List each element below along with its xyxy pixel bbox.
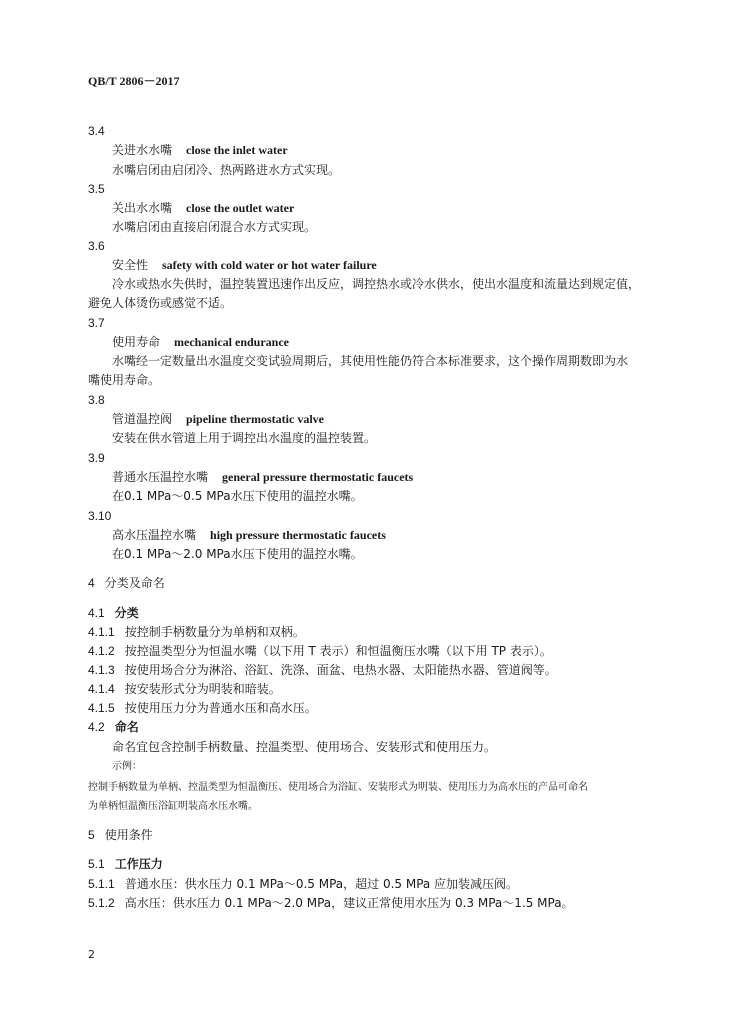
- section-heading: [88, 575, 165, 591]
- item-text: 普通水压：供水压力 0.1 MPa～0.5 MPa，超过 0.5 MPa 应加装减压阀。: [124, 877, 519, 891]
- term-definition: 在0.1 MPa～0.5 MPa水压下使用的温控水嘴。: [112, 489, 363, 503]
- list-item: [88, 643, 552, 659]
- item-number: 5.1.1: [88, 877, 115, 891]
- list-item: [88, 624, 305, 640]
- term-cn: 高水压温控水嘴: [112, 528, 197, 542]
- term-en: safety with cold water or hot water failure: [162, 258, 377, 272]
- subsection-title: 命名: [114, 720, 139, 734]
- term-definition-cont: 嘴使用寿命。: [88, 373, 161, 387]
- page-number: 2: [88, 948, 95, 961]
- item-number: 4.1.1: [88, 625, 115, 639]
- subsection-number: 4.1: [88, 606, 105, 620]
- term-cn: 关进水水嘴: [112, 143, 173, 157]
- section-number: 4: [88, 576, 95, 590]
- term-cn: 使用寿命: [112, 335, 161, 349]
- subsection-heading: [88, 856, 163, 872]
- term-en: close the outlet water: [186, 201, 295, 215]
- subsection-number: 5.1: [88, 857, 105, 871]
- subsection-number: 4.2: [88, 720, 105, 734]
- example-text-cont: 为单柄恒温衡压浴缸明装高水压水嘴。: [88, 801, 258, 812]
- term-en: close the inlet water: [186, 143, 288, 157]
- term-en: high pressure thermostatic faucets: [210, 528, 386, 542]
- list-item: [88, 662, 557, 678]
- clause-number: 3.6: [88, 239, 105, 253]
- subsection-title: 分类: [114, 606, 139, 620]
- term-en: pipeline thermostatic valve: [186, 412, 324, 426]
- section-number: 5: [88, 828, 95, 842]
- term-definition: 冷水或热水失供时，温控装置迅速作出反应，调控热水或冷水供水，使出水温度和流量达到规定值，: [112, 277, 641, 291]
- term-definition: 水嘴启闭由启闭冷、热两路进水方式实现。: [112, 163, 341, 177]
- term-heading: [112, 527, 386, 543]
- section-heading: [88, 827, 153, 843]
- term-heading: [112, 334, 289, 350]
- item-text: 高水压：供水压力 0.1 MPa～2.0 MPa，建议正常使用水压为 0.3 MPa～1.5 MPa。: [124, 896, 574, 910]
- item-text: 按使用场合分为淋浴、浴缸、洗涤、面盆、电热水器、太阳能热水器、管道阀等。: [124, 663, 557, 677]
- term-cn: 普通水压温控水嘴: [112, 470, 209, 484]
- subsection-heading: [88, 605, 139, 621]
- term-heading: [112, 200, 294, 216]
- example-text: 控制手柄数量为单柄、控温类型为恒温衡压、使用场合为浴缸、安装形式为明装、使用压力为高水压的产品可命名: [88, 782, 588, 793]
- item-text: 按控制手柄数量分为单柄和双柄。: [124, 625, 305, 639]
- item-text: 按使用压力分为普通水压和高水压。: [124, 701, 317, 715]
- clause-number: 3.7: [88, 316, 105, 330]
- list-item: [88, 895, 574, 911]
- term-heading: [112, 469, 413, 485]
- clause-number: 3.8: [88, 393, 105, 407]
- item-number: 5.1.2: [88, 896, 115, 910]
- section-title: 分类及命名: [104, 576, 165, 590]
- term-en: mechanical endurance: [174, 335, 290, 349]
- naming-text: 命名宜包含控制手柄数量、控温类型、使用场合、安装形式和使用压力。: [112, 740, 497, 754]
- section-title: 使用条件: [104, 828, 153, 842]
- item-number: 4.1.5: [88, 701, 115, 715]
- clause-number: 3.9: [88, 451, 105, 465]
- clause-number: 3.10: [88, 509, 112, 523]
- list-item: [88, 700, 317, 716]
- term-cn: 安全性: [112, 258, 149, 272]
- term-cn: 关出水水嘴: [112, 201, 173, 215]
- term-definition: 在0.1 MPa～2.0 MPa水压下使用的温控水嘴。: [112, 547, 363, 561]
- item-text: 按安装形式分为明装和暗装。: [124, 682, 281, 696]
- standard-code: QB/T 2806－2017: [88, 74, 180, 88]
- clause-number: 3.5: [88, 182, 105, 196]
- item-number: 4.1.4: [88, 682, 115, 696]
- item-number: 4.1.3: [88, 663, 115, 677]
- term-definition: 水嘴经一定数量出水温度交变试验周期后，其使用性能仍符合本标准要求，这个操作周期数即为水: [112, 354, 629, 368]
- term-definition: 安装在供水管道上用于调控出水温度的温控装置。: [112, 431, 377, 445]
- subsection-heading: [88, 719, 139, 735]
- item-text: 按控温类型分为恒温水嘴（以下用 T 表示）和恒温衡压水嘴（以下用 TP 表示）。: [124, 644, 552, 658]
- list-item: [88, 681, 281, 697]
- term-en: general pressure thermostatic faucets: [222, 470, 414, 484]
- subsection-title: 工作压力: [114, 857, 163, 871]
- term-heading: [112, 142, 288, 158]
- term-definition: 水嘴启闭由直接启闭混合水方式实现。: [112, 220, 317, 234]
- term-heading: [112, 257, 377, 273]
- example-label: 示例：: [112, 761, 142, 772]
- term-cn: 管道温控阀: [112, 412, 173, 426]
- list-item: [88, 876, 518, 892]
- clause-number: 3.4: [88, 124, 105, 138]
- term-heading: [112, 411, 324, 427]
- item-number: 4.1.2: [88, 644, 115, 658]
- term-definition-cont: 避免人体烫伤或感觉不适。: [88, 296, 233, 310]
